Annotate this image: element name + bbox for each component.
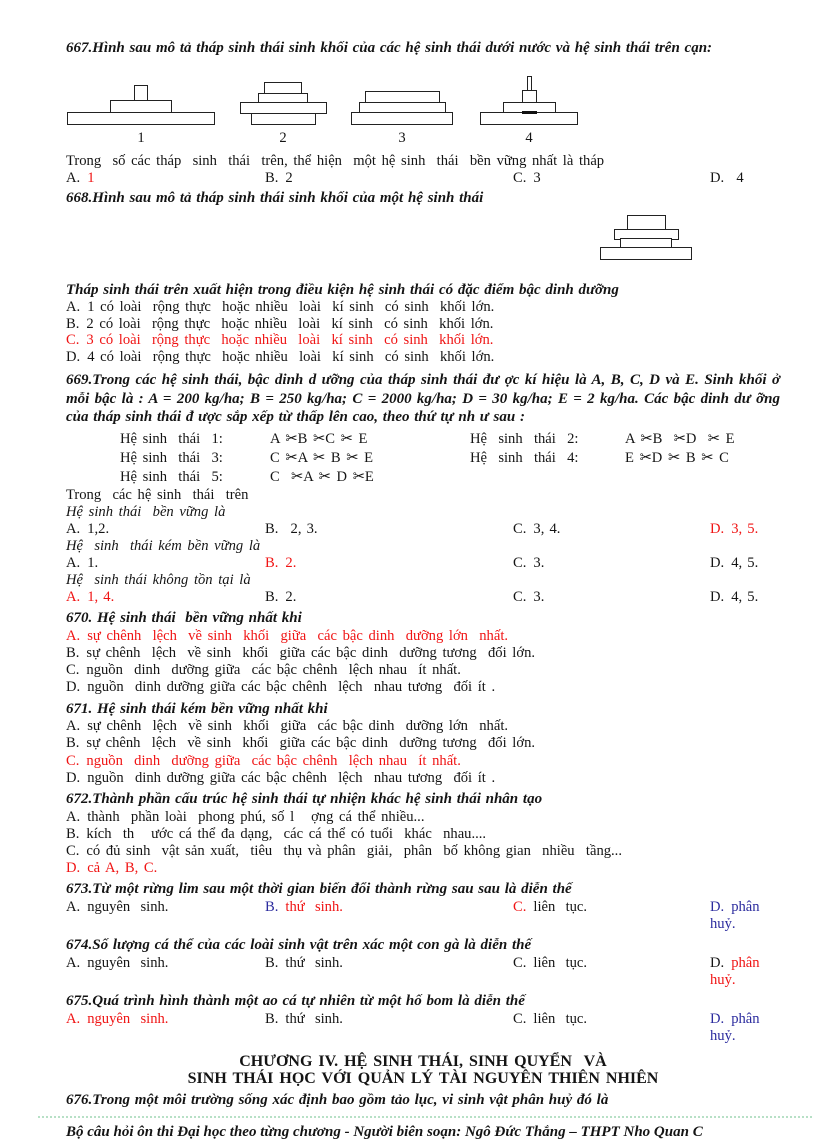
option-text: kích th ước cá thể đa dạng, các cá thể có tuổi khác nhau....: [86, 825, 487, 842]
option-label: B.: [66, 825, 80, 842]
option-label: C.: [513, 554, 527, 571]
option-b: [265, 1011, 513, 1045]
option-label: C.: [513, 955, 527, 972]
option-text: nguyên sinh.: [87, 1011, 169, 1028]
option-text: 3 có loài rộng thực hoặc nhiều loài kí sinh có sinh khối lớn.: [86, 332, 494, 349]
ecosystem-sequences: [66, 430, 780, 487]
option-text: sự chênh lệch về sinh khối giữa các bậc dinh dưỡng lớn nhất.: [87, 718, 509, 735]
option-c: [66, 332, 780, 348]
option-text: 4 có loài rộng thực hoặc nhiều loài kí sinh có sinh khối lớn.: [87, 348, 495, 365]
option-d: [66, 349, 780, 365]
option-label: B.: [66, 315, 80, 332]
question-672-options: [66, 809, 780, 878]
option-label: B.: [265, 955, 279, 972]
option-label: A.: [66, 718, 81, 735]
option-label: D.: [710, 955, 725, 972]
option-d: [66, 860, 780, 877]
option-label: A.: [66, 627, 81, 644]
chapter-heading-line1: CHƯƠNG IV. HỆ SINH THÁI, SINH QUYỂN VÀ: [239, 1053, 607, 1071]
question-669-sub2-label: Hệ sinh thái kém bền vững là: [66, 537, 261, 554]
option-a: [66, 628, 780, 645]
pyramid-4-shape: [480, 76, 578, 125]
option-d: [66, 679, 780, 696]
pyramid-tier: [351, 112, 453, 125]
option-c: [513, 955, 710, 989]
sequence-value: C ✂A ✂ B ✂ E: [270, 449, 374, 466]
option-label: B.: [265, 1011, 279, 1028]
option-text: nguyên sinh.: [87, 899, 169, 916]
option-text: 3, 5.: [731, 520, 759, 537]
biomass-pyramids-figure: [66, 71, 780, 125]
pyramid-tier: [251, 113, 316, 125]
option-label: A.: [66, 1011, 81, 1028]
sequence-row-label: Hệ sinh thái 5:: [120, 468, 223, 485]
pyramid-668-shape: [600, 215, 692, 260]
question-667-prompt: Trong số các tháp sinh thái trên, thể hiện một hệ sinh thái bền vững nhất là tháp: [66, 152, 605, 169]
option-a: [66, 521, 265, 538]
option-text: nguồn dinh dưỡng giữa các bậc chênh lệch nhau ít nhất.: [86, 752, 461, 769]
option-c: [513, 1011, 710, 1045]
question-671-heading: 671. Hệ sinh thái kém bền vững nhất khi: [66, 700, 328, 717]
option-text: nguồn dinh dưỡng giữa các bậc chênh lệch nhau ít nhất.: [86, 662, 461, 679]
question-668-figure: [66, 215, 780, 260]
option-text: phân huỷ.: [710, 955, 770, 989]
option-a: [66, 718, 780, 735]
pyramid-labels: [66, 130, 780, 147]
option-label: B.: [265, 554, 279, 571]
question-675-options: [66, 1011, 780, 1045]
option-text: phân huỷ.: [710, 1011, 770, 1045]
sequence-row-label: Hệ sinh thái 3:: [120, 449, 223, 466]
option-label: B.: [66, 735, 80, 752]
option-text: sự chênh lệch về sinh khối giữa các bậc dinh dưỡng tương đối lớn.: [86, 735, 536, 752]
option-label: A.: [66, 808, 81, 825]
option-label: D.: [710, 554, 725, 571]
option-text: 3, 4.: [533, 520, 561, 537]
option-text: 4, 5.: [731, 554, 759, 571]
option-c: [66, 662, 780, 679]
option-label: A.: [66, 299, 81, 316]
option-text: nguồn dinh dưỡng giữa các bậc chênh lệch nhau tương đối ít .: [87, 769, 496, 786]
pyramid-3-label: 3: [398, 129, 406, 146]
option-label: D.: [710, 1011, 725, 1028]
sequence-value: C ✂A ✂ D ✂E: [270, 468, 374, 485]
option-text: 4: [731, 169, 744, 186]
option-label: D.: [66, 679, 81, 696]
sequence-row-label: Hệ sinh thái 2:: [470, 430, 579, 447]
option-label: C.: [513, 169, 527, 186]
question-667-options: [66, 170, 780, 187]
question-674-options: [66, 955, 780, 989]
pyramid-2-label: 2: [279, 129, 287, 146]
option-label: A.: [66, 955, 81, 972]
option-label: D.: [66, 860, 81, 877]
option-a: [66, 955, 265, 989]
question-673-options: [66, 899, 780, 933]
question-668-prompt: Tháp sinh thái trên xuất hiện trong điều kiện hệ sinh thái có đặc điểm bậc dinh dưỡng: [66, 281, 619, 298]
option-label: C.: [66, 752, 80, 769]
chapter-heading-line2: SINH THÁI HỌC VỚI QUẢN LÝ TÀI NGUYÊN THIÊN NHIÊN: [187, 1070, 659, 1088]
option-text: 1, 4.: [87, 589, 115, 606]
option-b: [66, 316, 780, 332]
option-label: D.: [710, 899, 725, 916]
pyramid-tier: [600, 247, 692, 260]
option-text: phân huỷ.: [710, 899, 770, 933]
option-text: 2: [285, 169, 293, 186]
option-b: [265, 589, 513, 606]
option-label: D.: [710, 169, 725, 186]
option-a: [66, 589, 265, 606]
option-d: [710, 1011, 780, 1045]
pyramid-4-label: 4: [525, 129, 533, 146]
option-label: B.: [265, 520, 279, 537]
option-label: D.: [710, 520, 725, 537]
option-d: [710, 589, 780, 606]
option-label: C.: [66, 662, 80, 679]
pyramid-2-shape: [240, 82, 327, 125]
option-text: 1: [87, 169, 95, 186]
option-d: [710, 555, 780, 572]
option-label: B.: [265, 899, 279, 916]
option-text: có đủ sinh vật sản xuất, tiêu thụ và phân giải, phân bố không gian nhiều tầng...: [86, 843, 622, 860]
question-674-heading: 674.Số lượng cá thể của các loài sinh vật trên xác một con gà là diễn thế: [66, 937, 532, 954]
option-b: [265, 170, 513, 187]
option-text: thứ sinh.: [285, 1011, 343, 1028]
option-b: [265, 955, 513, 989]
pyramid-tier: [67, 112, 215, 125]
question-669-sub3-options: [66, 589, 780, 606]
option-text: 1,2.: [87, 520, 110, 537]
option-label: C.: [513, 1011, 527, 1028]
option-a: [66, 1011, 265, 1045]
option-b: [66, 645, 780, 662]
option-text: 2.: [285, 589, 297, 606]
option-d: [710, 521, 780, 538]
option-label: C.: [513, 520, 527, 537]
option-text: thứ sinh.: [285, 899, 343, 916]
option-label: B.: [66, 645, 80, 662]
option-text: 3.: [533, 589, 545, 606]
option-a: [66, 555, 265, 572]
question-669-sub1-options: [66, 521, 780, 538]
question-675-heading: 675.Quá trình hình thành một ao cá tự nhiên từ một hố bom là diễn thế: [66, 993, 525, 1010]
option-text: 1.: [87, 554, 99, 571]
sequence-value: A ✂B ✂D ✂ E: [625, 430, 735, 447]
option-text: thứ sinh.: [285, 955, 343, 972]
option-label: C.: [66, 332, 80, 349]
option-text: 2, 3.: [285, 520, 318, 537]
option-text: liên tục.: [533, 955, 588, 972]
option-text: liên tục.: [533, 899, 588, 916]
option-a: [66, 170, 265, 187]
question-667-heading: 667.Hình sau mô tả tháp sinh thái sinh khối của các hệ sinh thái dưới nước và hệ sinh thái trên cạn:: [66, 40, 713, 56]
option-label: A.: [66, 520, 81, 537]
pyramid-3: [350, 91, 454, 125]
option-text: liên tục.: [533, 1011, 588, 1028]
option-c: [513, 555, 710, 572]
sequence-value: E ✂D ✂ B ✂ C: [625, 449, 729, 466]
pyramid-4: [479, 76, 579, 125]
option-text: sự chênh lệch về sinh khối giữa các bậc dinh dưỡng tương đối lớn.: [86, 645, 536, 662]
option-d: [710, 170, 780, 187]
option-text: 3.: [533, 554, 545, 571]
option-label: A.: [66, 169, 81, 186]
document-footer: Bộ câu hỏi ôn thi Đại học theo từng chương - Người biên soạn: Ngô Đức Thắng – THPT Nho Quan C: [66, 1124, 703, 1141]
option-text: sự chênh lệch về sinh khối giữa các bậc dinh dưỡng lớn nhất.: [87, 627, 509, 644]
option-label: B.: [265, 589, 279, 606]
option-b: [265, 521, 513, 538]
option-text: nguồn dinh dưỡng giữa các bậc chênh lệch nhau tương đối ít .: [87, 679, 496, 696]
pyramid-1: [66, 85, 216, 125]
option-label: D.: [66, 348, 81, 365]
pyramid-1-shape: [67, 85, 215, 125]
sequence-row-label: Hệ sinh thái 1:: [120, 430, 223, 447]
option-c: [513, 899, 710, 933]
option-c: [66, 843, 780, 860]
question-671-options: [66, 718, 780, 787]
question-669-note: Trong các hệ sinh thái trên: [66, 486, 249, 503]
option-label: C.: [513, 899, 527, 916]
pyramid-3-shape: [351, 91, 453, 125]
option-label: C.: [66, 843, 80, 860]
page-bottom-dotted-line: [38, 1116, 812, 1118]
option-c: [513, 170, 710, 187]
option-text: nguyên sinh.: [87, 955, 169, 972]
option-label: A.: [66, 589, 81, 606]
option-text: 4, 5.: [731, 589, 759, 606]
question-669-heading: 669.Trong các hệ sinh thái, bậc dinh d ưỡng của tháp sinh thái đư ợc kí hiệu là A, B, C, D và E. Sinh khối ở mỗi bậc là : A = 200 kg/ha; B = 250 kg/ha; C = 2000 kg/ha; D = 30 kg/ha; E = 2 kg/ha. Các bậc dinh dư ỡng của tháp sinh thái đ ược sắp xếp từ thấp lên cao, theo thứ tự nh ư sau :: [66, 372, 785, 426]
pyramid-tier: [134, 85, 148, 102]
option-label: B.: [265, 169, 279, 186]
option-label: D.: [66, 769, 81, 786]
question-669-sub3-label: Hệ sinh thái không tồn tại là: [66, 572, 251, 589]
option-label: A.: [66, 554, 81, 571]
option-a: [66, 299, 780, 315]
option-b: [66, 826, 780, 843]
option-d: [710, 899, 780, 933]
pyramid-base-mark: [522, 111, 537, 114]
option-b: [66, 735, 780, 752]
option-b: [265, 555, 513, 572]
sequence-value: A ✂B ✂C ✂ E: [270, 430, 368, 447]
option-b: [265, 899, 513, 933]
question-670-heading: 670. Hệ sinh thái bền vững nhất khi: [66, 610, 302, 627]
question-668-heading: 668.Hình sau mô tả tháp sinh thái sinh khối của một hệ sinh thái: [66, 189, 484, 206]
option-a: [66, 809, 780, 826]
question-676-heading: 676.Trong một môi trường sống xác định bao gồm tảo lục, vi sinh vật phân huỷ đó là: [66, 1092, 609, 1109]
option-label: D.: [710, 589, 725, 606]
option-d: [66, 770, 780, 787]
question-673-heading: 673.Từ một rừng lim sau một thời gian biến đổi thành rừng sau sau là diễn thế: [66, 881, 572, 898]
pyramid-2: [228, 82, 338, 125]
option-label: A.: [66, 899, 81, 916]
option-c: [66, 753, 780, 770]
question-672-heading: 672.Thành phần cấu trúc hệ sinh thái tự nhiện khác hệ sinh thái nhân tạo: [66, 791, 543, 808]
option-text: cả A, B, C.: [87, 860, 158, 877]
question-669-sub2-options: [66, 555, 780, 572]
option-d: [710, 955, 780, 989]
option-c: [513, 521, 710, 538]
option-a: [66, 899, 265, 933]
option-text: thành phần loài phong phú, số l ợng cá thể nhiều...: [87, 808, 425, 825]
option-c: [513, 589, 710, 606]
option-text: 2 có loài rộng thực hoặc nhiều loài kí sinh có sinh khối lớn.: [86, 315, 494, 332]
option-text: 3: [533, 169, 541, 186]
question-670-options: [66, 628, 780, 697]
option-text: 2.: [285, 554, 297, 571]
sequence-row-label: Hệ sinh thái 4:: [470, 449, 579, 466]
option-text: 1 có loài rộng thực hoặc nhiều loài kí sinh có sinh khối lớn.: [87, 299, 495, 316]
question-669-sub1-label: Hệ sinh thái bền vững là: [66, 503, 226, 520]
option-label: C.: [513, 589, 527, 606]
question-668-options: [66, 299, 780, 365]
pyramid-1-label: 1: [137, 129, 145, 146]
